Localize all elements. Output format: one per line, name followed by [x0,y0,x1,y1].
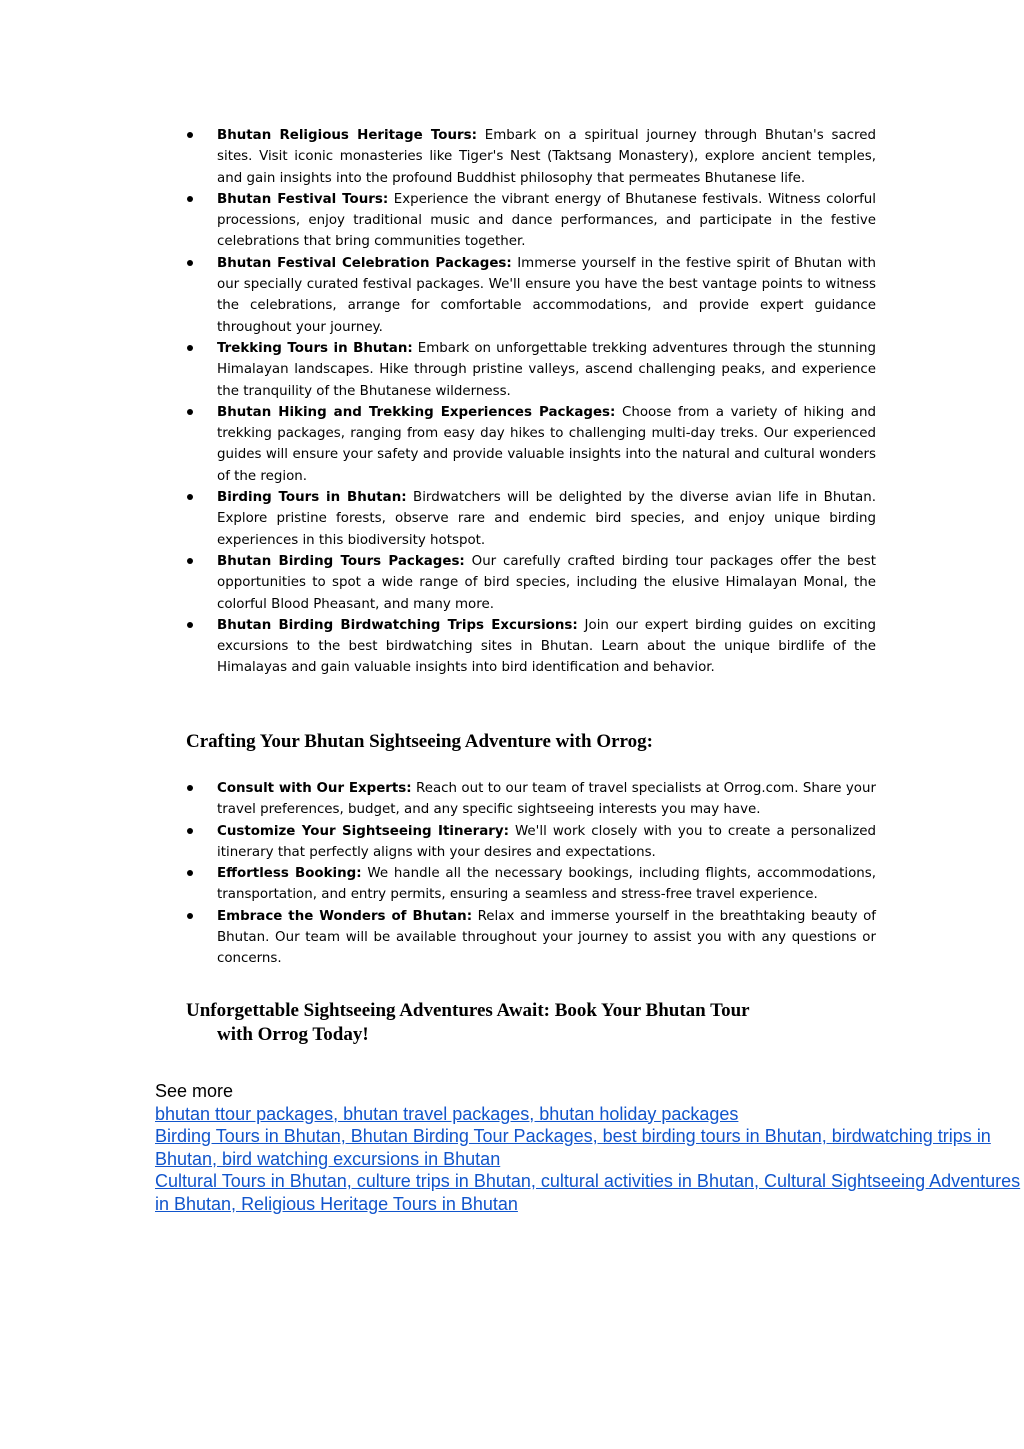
list-item [186,125,876,189]
bullet-icon [187,828,193,834]
item-title: Consult with Our Experts: [217,781,412,796]
item-title: Trekking Tours in Bhutan: [217,340,413,356]
list-item [186,821,876,864]
link-bhutan-packages[interactable]: bhutan ttour packages, bhutan travel packages, bhutan holiday packages [155,1103,739,1124]
item-title: Bhutan Religious Heritage Tours: [217,128,477,143]
list-item [186,189,876,253]
item-text: We handle all the necessary bookings, including flights, accommodations, transportation, and entry permits, ensuring a seamless and stress-free travel experience. [217,866,876,903]
list-item [186,487,876,551]
bullet-icon [187,870,193,876]
item-text: Immerse yourself in the festive spirit of Bhutan with our specially curated festival packages. We'll ensure you have the best vantage points to witness the celebrations, arrange for comfortable accommodations, and provide expert guidance throughout your journey. [217,255,877,335]
item-text: Join our expert birding guides on exciting excursions to the best birdwatching sites in Bhutan. Learn about the unique birdlife of the Himalayas and gain valuable insights into bird identification and behavior. [217,617,877,676]
item-text: Embark on unforgettable trekking adventures through the stunning Himalayan landscapes. Hike through pristine valleys, ascend challenging peaks, and experience the tranquility of the Bhutanese wilderness. [217,340,876,399]
list-item [186,402,876,487]
link-cultural-tours[interactable]: Cultural Tours in Bhutan, culture trips in Bhutan, cultural activities in Bhutan, Cultural Sightseeing Adventures in Bhutan, Religious Heritage Tours in Bhutan [155,1171,1021,1214]
item-title: Bhutan Birding Birdwatching Trips Excursions: [217,617,578,633]
closing-heading-line2: with Orrog Today! [217,1024,369,1045]
list-item [186,863,876,906]
bullet-icon [187,196,193,202]
item-title: Effortless Booking: [217,866,362,882]
item-title: Bhutan Birding Tours Packages: [217,553,465,569]
steps-list [186,778,876,970]
item-text: Embark on a spiritual journey through Bhutan's sacred sites. Visit iconic monasteries like Tiger's Nest (Taktsang Monastery), explore ancient temples, and gain insights into the profound Buddhist philosophy that permeates Bhutanese life. [217,128,876,186]
bullet-icon [187,132,193,138]
list-item [186,778,876,821]
item-title: Bhutan Festival Celebration Packages: [217,255,512,271]
item-text: Relax and immerse yourself in the breathtaking beauty of Bhutan. Our team will be available throughout your journey to assist you with any questions or concerns. [217,908,876,967]
section-heading: Crafting Your Bhutan Sightseeing Adventure with Orrog: [186,731,653,752]
item-text: Choose from a variety of hiking and trekking packages, ranging from easy day hikes to challenging multi-day treks. Our experienced guides will ensure your safety and provide valuable insights into the natural and cultural wonders of the region. [217,404,876,484]
see-more-label: See more [155,1081,234,1101]
item-title: Customize Your Sightseeing Itinerary: [217,823,509,839]
list-item [186,906,876,970]
item-text: Experience the vibrant energy of Bhutanese festivals. Witness colorful processions, enjoy traditional music and dance performances, and participate in the festive celebrations that bring communities together. [217,191,876,250]
item-title: Embrace the Wonders of Bhutan: [217,908,473,924]
bullet-icon [187,345,193,351]
list-item [186,253,876,338]
item-title: Birding Tours in Bhutan: [217,490,407,506]
see-more-section [155,1080,1024,1215]
closing-heading [186,999,836,1047]
item-text: Reach out to our team of travel specialists at Orrog.com. Share your travel preferences, budget, and any specific sightseeing interests you may have. [217,781,876,818]
bullet-icon [187,409,193,415]
item-title: Bhutan Hiking and Trekking Experiences Packages: [217,404,616,420]
bullet-icon [187,785,193,791]
item-text: Our carefully crafted birding tour packages offer the best opportunities to spot a wide range of bird species, including the elusive Himalayan Monal, the colorful Blood Pheasant, and many more. [217,553,876,612]
item-title: Bhutan Festival Tours: [217,191,389,207]
list-item [186,338,876,402]
list-item [186,615,876,679]
tours-list [186,125,876,679]
link-birding-tours[interactable]: Birding Tours in Bhutan, Bhutan Birding Tour Packages, best birding tours in Bhutan, birdwatching trips in Bhutan, bird watching excursions in Bhutan [155,1126,991,1169]
list-item [186,551,876,615]
bullet-icon [187,913,193,919]
closing-heading-line1: Unforgettable Sightseeing Adventures Await: Book Your Bhutan Tour [186,1000,750,1021]
item-text: We'll work closely with you to create a personalized itinerary that perfectly aligns with your desires and expectations. [217,823,876,860]
bullet-icon [187,494,193,500]
bullet-icon [187,622,193,628]
item-text: Birdwatchers will be delighted by the diverse avian life in Bhutan. Explore pristine forests, observe rare and endemic bird species, and enjoy unique birding experiences in this biodiversity hotspot. [217,490,876,548]
bullet-icon [187,260,193,266]
bullet-icon [187,558,193,564]
